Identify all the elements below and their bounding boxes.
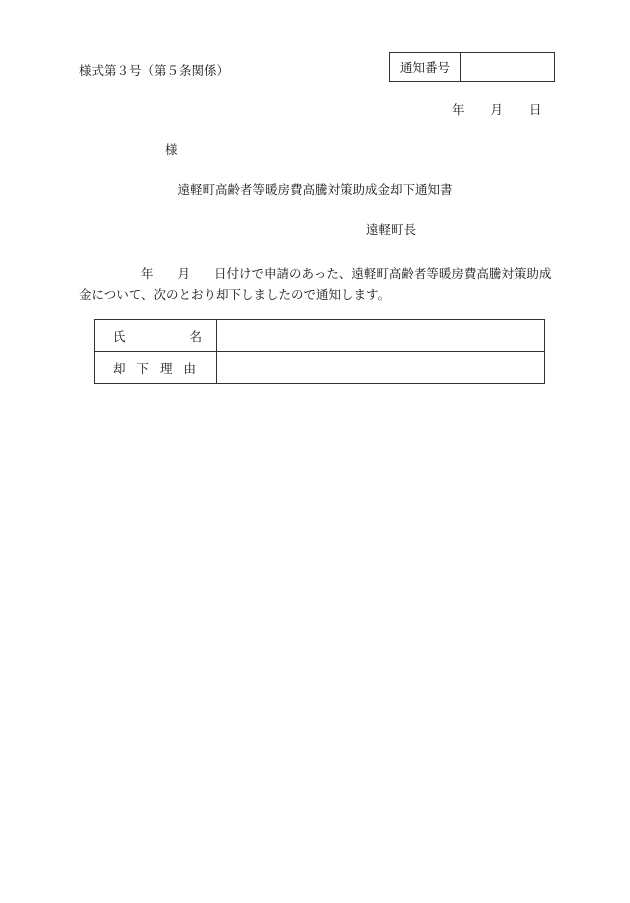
body-line-1	[79, 263, 552, 284]
notice-number-field[interactable]	[461, 53, 554, 81]
table-row-reason	[95, 352, 545, 384]
reason-label-cell	[95, 352, 217, 384]
reason-value-cell[interactable]	[217, 352, 545, 384]
reason-label-char-2: 下	[136, 360, 149, 376]
reason-label-char-1: 却	[113, 360, 126, 376]
body-month-label: 月	[177, 266, 191, 281]
name-label-char-2: 名	[189, 328, 202, 344]
document-title: 遠軽町高齢者等暖房費高騰対策助成金却下通知書	[177, 182, 453, 197]
date-day-label: 日	[529, 102, 542, 117]
body-text	[79, 263, 552, 305]
date-line	[452, 104, 542, 117]
notice-number-label: 通知番号	[390, 53, 461, 81]
body-line-2: 金について、次のとおり却下しましたので通知します。	[79, 287, 391, 302]
date-month-label: 月	[490, 102, 504, 117]
info-table	[94, 319, 545, 384]
name-label-cell	[95, 320, 217, 352]
body-year-label: 年	[141, 266, 154, 281]
form-number: 様式第３号（第５条関係）	[79, 63, 230, 78]
table-row-name	[95, 320, 545, 352]
body-line-1-text: 日付けで申請のあった、遠軽町高齢者等暖房費高騰対策助成	[214, 266, 552, 281]
addressee-honorific: 様	[165, 142, 178, 157]
reason-label-char-3: 理	[159, 360, 173, 376]
notice-number-box	[389, 52, 555, 82]
reason-label-char-4: 由	[183, 360, 196, 376]
date-year-label: 年	[452, 102, 465, 117]
issuer-name: 遠軽町長	[366, 222, 417, 237]
name-value-cell[interactable]	[217, 320, 545, 352]
name-label-char-1: 氏	[113, 328, 126, 344]
